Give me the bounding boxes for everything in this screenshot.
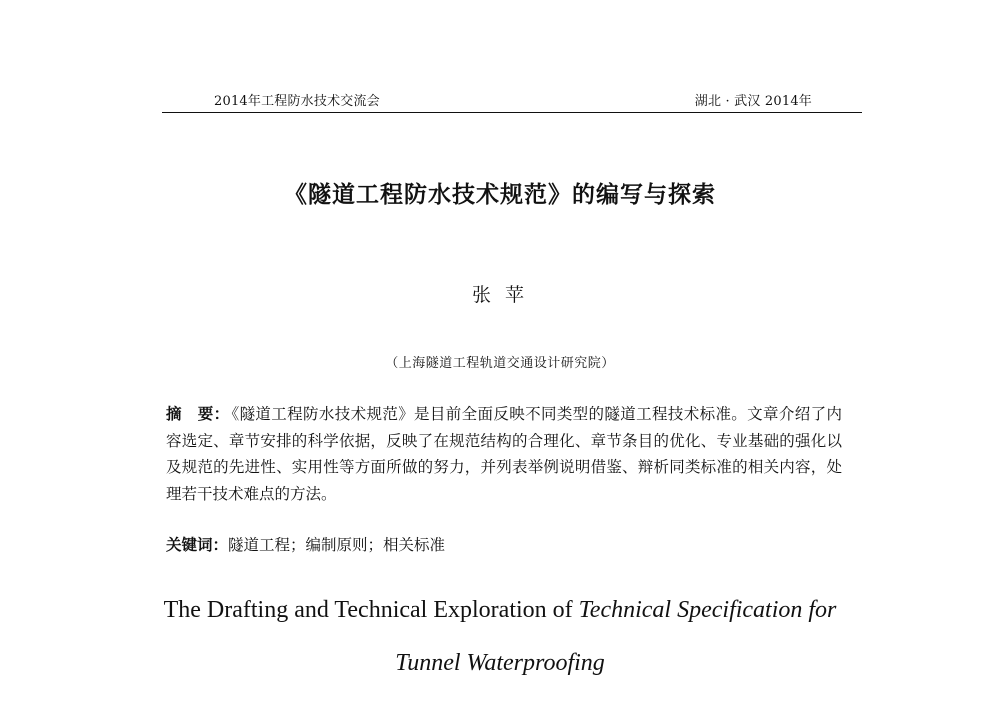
conference-name: 2014年工程防水技术交流会	[214, 94, 380, 109]
english-title-line-2: Tunnel Waterproofing	[395, 650, 605, 676]
abstract-label: 摘 要：	[166, 405, 230, 423]
author-affiliation: （上海隧道工程轨道交通设计研究院）	[385, 356, 615, 371]
keywords-text: 隧道工程；编制原则；相关标准	[228, 536, 446, 554]
abstract-text: 《隧道工程防水技术规范》是目前全面反映不同类型的隧道工程技术标准。文章介绍了内容选定、章节安排的科学依据，反映了在规范结构的合理化、章节条目的优化、专业基础的强化以及规范的先进性、实用性等方面所做的努力，并列表举例说明借鉴、辩析同类标准的相关内容，处理若干技术难点的方法。	[166, 405, 842, 503]
running-header	[162, 84, 862, 114]
abstract	[166, 401, 842, 507]
header-rule	[162, 112, 862, 113]
keywords	[166, 533, 842, 555]
english-title-italic: Technical Specification for	[578, 597, 837, 623]
english-title-line-1	[0, 597, 1000, 624]
paper-title: 《隧道工程防水技术规范》的编写与探索	[284, 182, 716, 208]
keywords-label: 关键词：	[166, 536, 229, 554]
english-title-plain: The Drafting and Technical Exploration of	[163, 597, 579, 623]
conference-location-year: 湖北 · 武汉 2014年	[694, 94, 812, 109]
author-name: 张 苹	[471, 284, 529, 306]
